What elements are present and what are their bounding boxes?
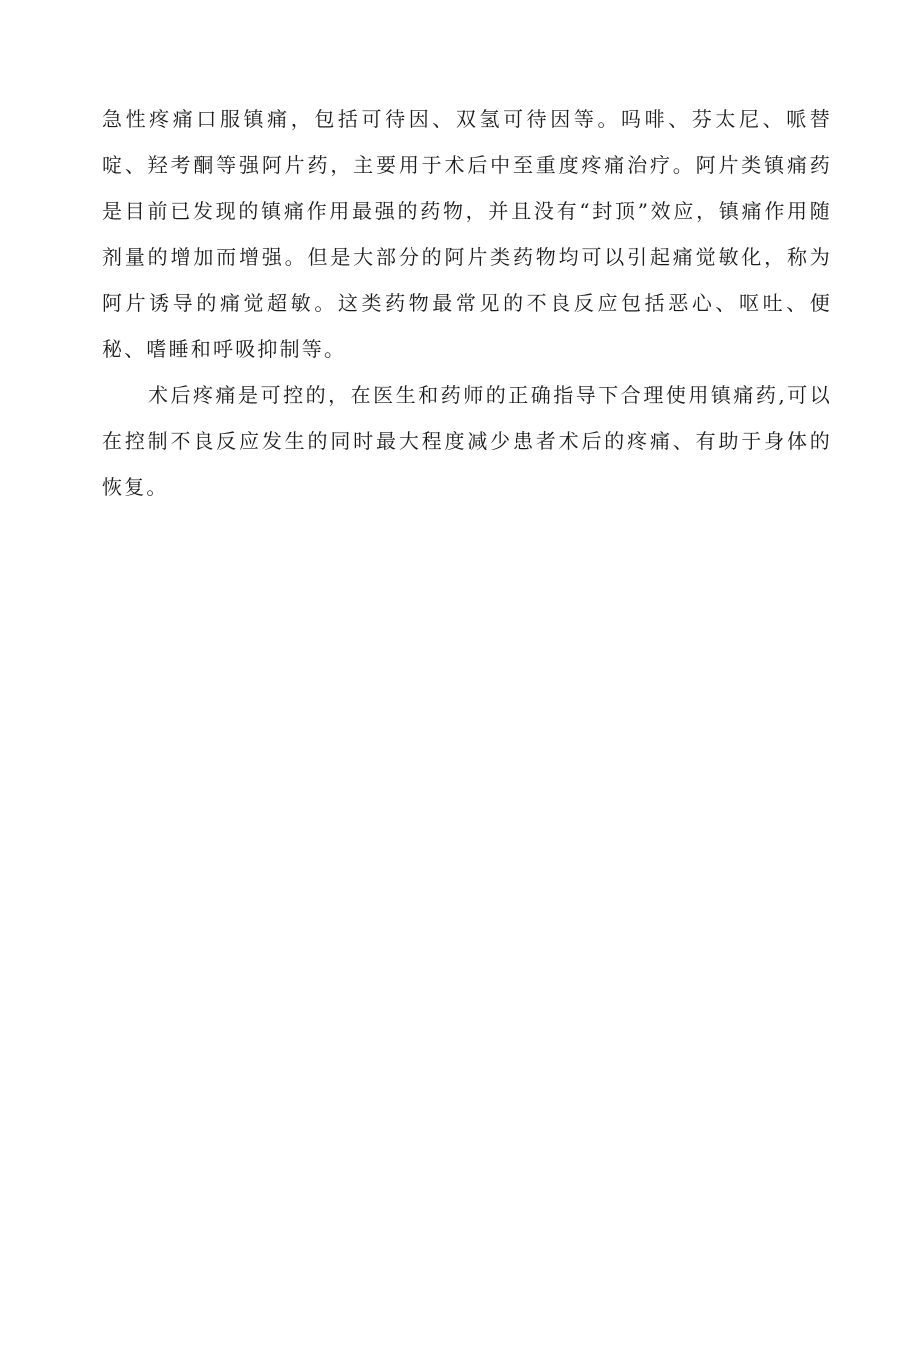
paragraph-opioid-analgesics: 急性疼痛口服镇痛，包括可待因、双氢可待因等。吗啡、芬太尼、哌替啶、羟考酮等强阿片药，主要用于术后中至重度疼痛治疗。阿片类镇痛药是目前已发现的镇痛作用最强的药物，并且没有“封顶”效应，镇痛作用随剂量的增加而增强。但是大部分的阿片类药物均可以引起痛觉敏化，称为阿片诱导的痛觉超敏。这类药物最常见的不良反应包括恶心、呕吐、便秘、嗜睡和呼吸抑制等。 — [102, 107, 832, 361]
paragraph-postoperative-pain: 术后疼痛是可控的，在医生和药师的正确指导下合理使用镇痛药,可以在控制不良反应发生的同时最大程度减少患者术后的疼痛、有助于身体的恢复。 — [102, 383, 832, 499]
document-body — [102, 96, 832, 510]
